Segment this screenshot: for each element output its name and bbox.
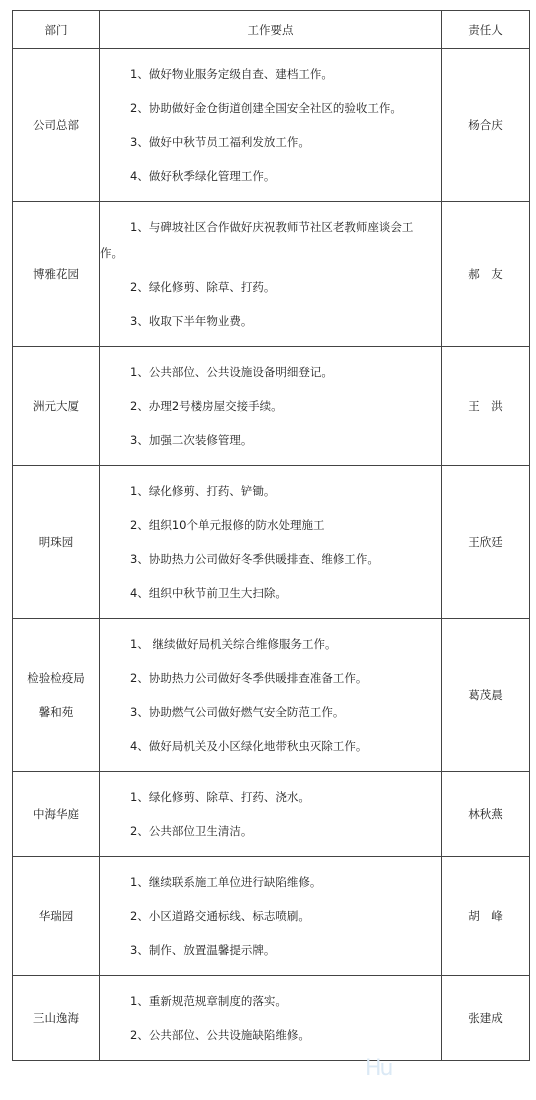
owner-cell: 王欣廷 (442, 466, 530, 619)
department-cell (13, 772, 100, 857)
work-points-cell (100, 976, 442, 1061)
header-department: 部门 (13, 11, 100, 49)
work-points-cell (100, 619, 442, 772)
department-cell (13, 857, 100, 976)
watermark-logo: Hu (365, 1056, 392, 1081)
table-row (13, 619, 530, 772)
work-points-cell (100, 772, 442, 857)
table-header-row (13, 11, 530, 49)
work-point-item: 1、重新规范规章制度的落实。 (130, 994, 287, 1008)
header-owner: 责任人 (442, 11, 530, 49)
department-name: 公司总部 (33, 118, 79, 132)
table-row (13, 347, 530, 466)
department-cell (13, 202, 100, 347)
table-row (13, 772, 530, 857)
table-row (13, 857, 530, 976)
header-work-points: 工作要点 (100, 11, 442, 49)
work-point-item: 2、组织10个单元报修的防水处理施工 (130, 518, 325, 532)
work-point-item: 2、协助做好金仓街道创建全国安全社区的验收工作。 (130, 101, 402, 115)
work-point-item: 1、绿化修剪、除草、打药、浇水。 (130, 790, 310, 804)
department-cell (13, 347, 100, 466)
work-point-item: 1、公共部位、公共设施设备明细登记。 (130, 365, 333, 379)
work-plan-table (12, 10, 530, 1061)
department-name: 博雅花园 (33, 267, 79, 281)
work-points-cell (100, 857, 442, 976)
owner-cell: 胡 峰 (442, 857, 530, 976)
work-point-item: 3、协助燃气公司做好燃气安全防范工作。 (130, 705, 345, 719)
department-cell (13, 976, 100, 1061)
work-point-item: 2、小区道路交通标线、标志喷刷。 (130, 909, 310, 923)
department-name: 检验检疫局 (27, 671, 85, 685)
work-point-item: 1、绿化修剪、打药、铲锄。 (130, 484, 276, 498)
work-points-cell (100, 347, 442, 466)
table-row (13, 976, 530, 1061)
department-name: 洲元大厦 (33, 399, 79, 413)
table-row (13, 49, 530, 202)
work-point-item: 3、加强二次装修管理。 (130, 433, 253, 447)
work-points-cell (100, 466, 442, 619)
work-point-item: 2、办理2号楼房屋交接手续。 (130, 399, 283, 413)
department-cell (13, 49, 100, 202)
work-point-item: 4、做好秋季绿化管理工作。 (130, 169, 276, 183)
work-points-cell (100, 49, 442, 202)
work-point-item: 1、做好物业服务定级自查、建档工作。 (130, 67, 333, 81)
work-point-item: 2、绿化修剪、除草、打药。 (130, 280, 276, 294)
department-cell (13, 466, 100, 619)
work-point-item: 2、协助热力公司做好冬季供暖排查准备工作。 (130, 671, 368, 685)
owner-cell: 杨合庆 (442, 49, 530, 202)
department-name: 三山逸海 (33, 1011, 79, 1025)
department-name: 华瑞园 (38, 909, 74, 923)
work-points-cell (100, 202, 442, 347)
owner-cell: 葛茂晨 (442, 619, 530, 772)
department-name: 馨和苑 (38, 705, 74, 719)
work-point-item: 1、 继续做好局机关综合维修服务工作。 (130, 637, 337, 651)
department-name: 中海华庭 (33, 807, 79, 821)
work-point-item: 3、协助热力公司做好冬季供暖排查、维修工作。 (130, 552, 379, 566)
department-name: 明珠园 (38, 535, 74, 549)
work-point-item: 1、继续联系施工单位进行缺陷维修。 (130, 875, 322, 889)
work-point-item: 4、做好局机关及小区绿化地带秋虫灭除工作。 (130, 739, 368, 753)
work-point-item: 1、与碑坡社区合作做好庆祝教师节社区老教师座谈会工作。 (100, 220, 414, 260)
owner-cell: 郝 友 (442, 202, 530, 347)
table-row (13, 466, 530, 619)
owner-cell: 王 洪 (442, 347, 530, 466)
work-point-item: 2、公共部位卫生清洁。 (130, 824, 253, 838)
work-point-item: 2、公共部位、公共设施缺陷维修。 (130, 1028, 310, 1042)
department-cell (13, 619, 100, 772)
work-point-item: 4、组织中秋节前卫生大扫除。 (130, 586, 287, 600)
owner-cell: 张建成 (442, 976, 530, 1061)
owner-cell: 林秋燕 (442, 772, 530, 857)
work-point-item: 3、制作、放置温馨提示牌。 (130, 943, 276, 957)
work-point-item: 3、收取下半年物业费。 (130, 314, 253, 328)
work-point-item: 3、做好中秋节员工福利发放工作。 (130, 135, 310, 149)
table-row (13, 202, 530, 347)
